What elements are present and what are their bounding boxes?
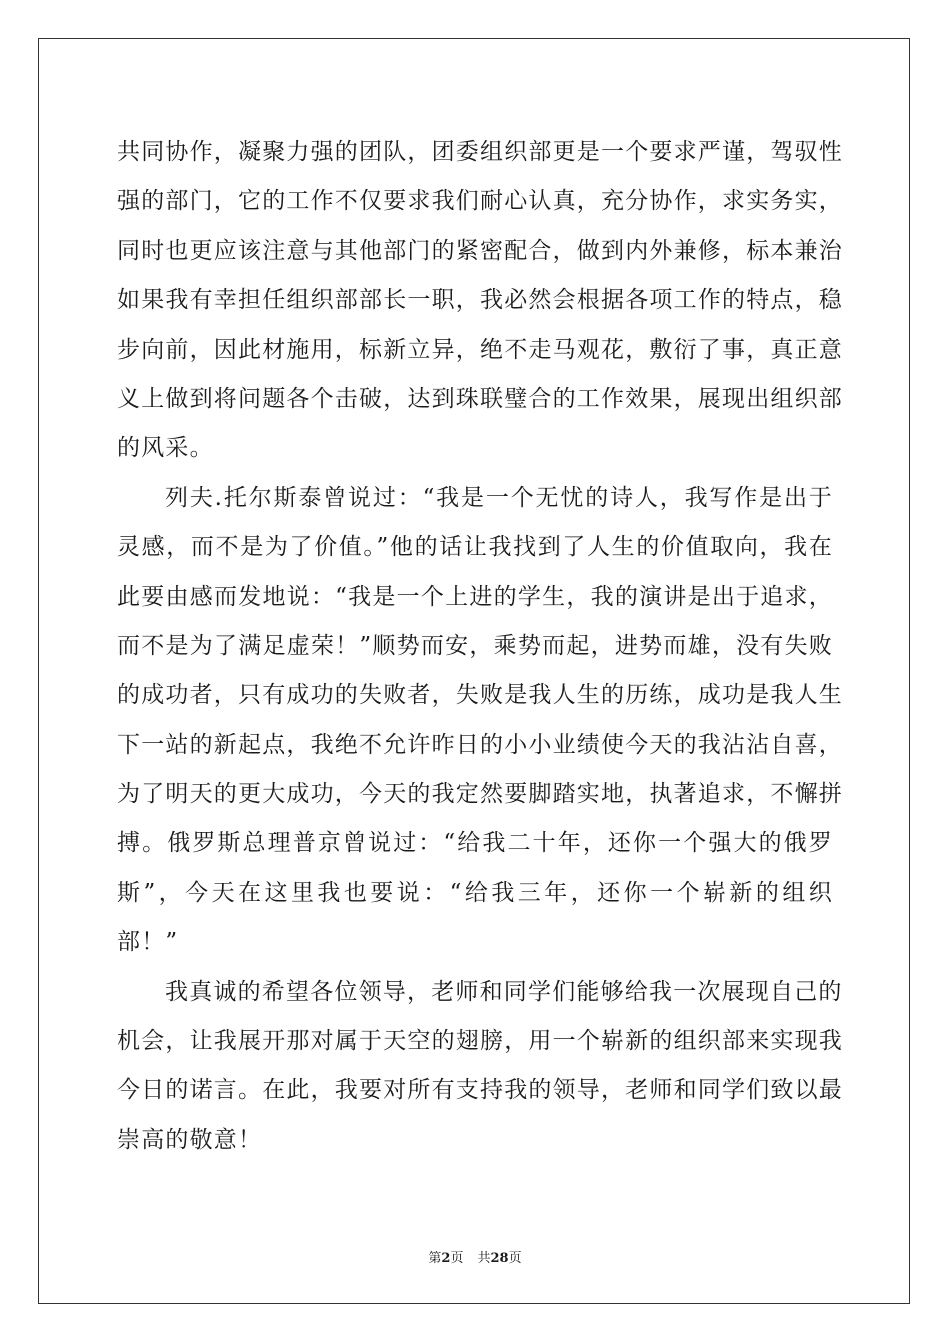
text-line: 下一站的新起点，我绝不允许昨日的小小业绩使今天的我沾沾自喜，	[117, 731, 843, 758]
text-line: 而不是为了满足虚荣！”顺势而安，乘势而起，进势而雄，没有失败	[117, 632, 833, 659]
text-line: 步向前，因此材施用，标新立异，绝不走马观花，敷衍了事，真正意	[117, 336, 843, 363]
total-prefix: 共	[477, 1251, 491, 1266]
text-line: 搏。俄罗斯总理普京曾说过：“给我二十年，还你一个强大的俄罗	[117, 830, 833, 857]
text-line: 为了明天的更大成功，今天的我定然要脚踏实地，执著追求，不懈拼	[117, 781, 843, 808]
text-line: 今日的诺言。在此，我要对所有支持我的领导，老师和同学们致以最	[117, 1077, 843, 1104]
text-line: 如果我有幸担任组织部部长一职，我必然会根据各项工作的特点，稳	[117, 287, 843, 314]
text-line: 同时也更应该注意与其他部门的紧密配合，做到内外兼修，标本兼治	[117, 237, 843, 264]
paragraph-start-line: 列夫.托尔斯泰曾说过：“我是一个无忧的诗人，我写作是出于	[165, 484, 833, 511]
page-suffix: 页	[450, 1251, 464, 1266]
page-footer	[0, 1247, 950, 1266]
text-line: 灵感，而不是为了价值。”他的话让我找到了人生的价值取向，我在	[117, 534, 833, 561]
text-line: 机会，让我展开那对属于天空的翅膀，用一个崭新的组织部来实现我	[117, 1028, 843, 1055]
text-line: 强的部门，它的工作不仅要求我们耐心认真，充分协作，求实务实，	[117, 188, 843, 215]
document-body	[117, 128, 843, 1165]
text-line: 义上做到将问题各个击破，达到珠联璧合的工作效果，展现出组织部	[117, 385, 843, 412]
text-line: 的风采。	[117, 435, 214, 462]
total-suffix: 页	[508, 1251, 522, 1266]
page-prefix: 第	[428, 1251, 442, 1266]
total-pages: 28	[490, 1251, 509, 1266]
text-line: 的成功者，只有成功的失败者，失败是我人生的历练，成功是我人生	[117, 682, 843, 709]
paragraph-start-line: 我真诚的希望各位领导，老师和同学们能够给我一次展现自己的	[165, 978, 843, 1005]
text-line: 部！”	[117, 929, 179, 956]
text-line: 斯”，今天在这里我也要说：“给我三年，还你一个崭新的组织	[117, 879, 833, 906]
text-line: 共同协作，凝聚力强的团队，团委组织部更是一个要求严谨，驾驭性	[117, 139, 843, 165]
text-line: 崇高的敬意！	[117, 1126, 263, 1153]
text-line: 此要由感而发地说：“我是一个上进的学生，我的演讲是出于追求，	[117, 583, 833, 610]
page-number: 2	[441, 1251, 451, 1266]
